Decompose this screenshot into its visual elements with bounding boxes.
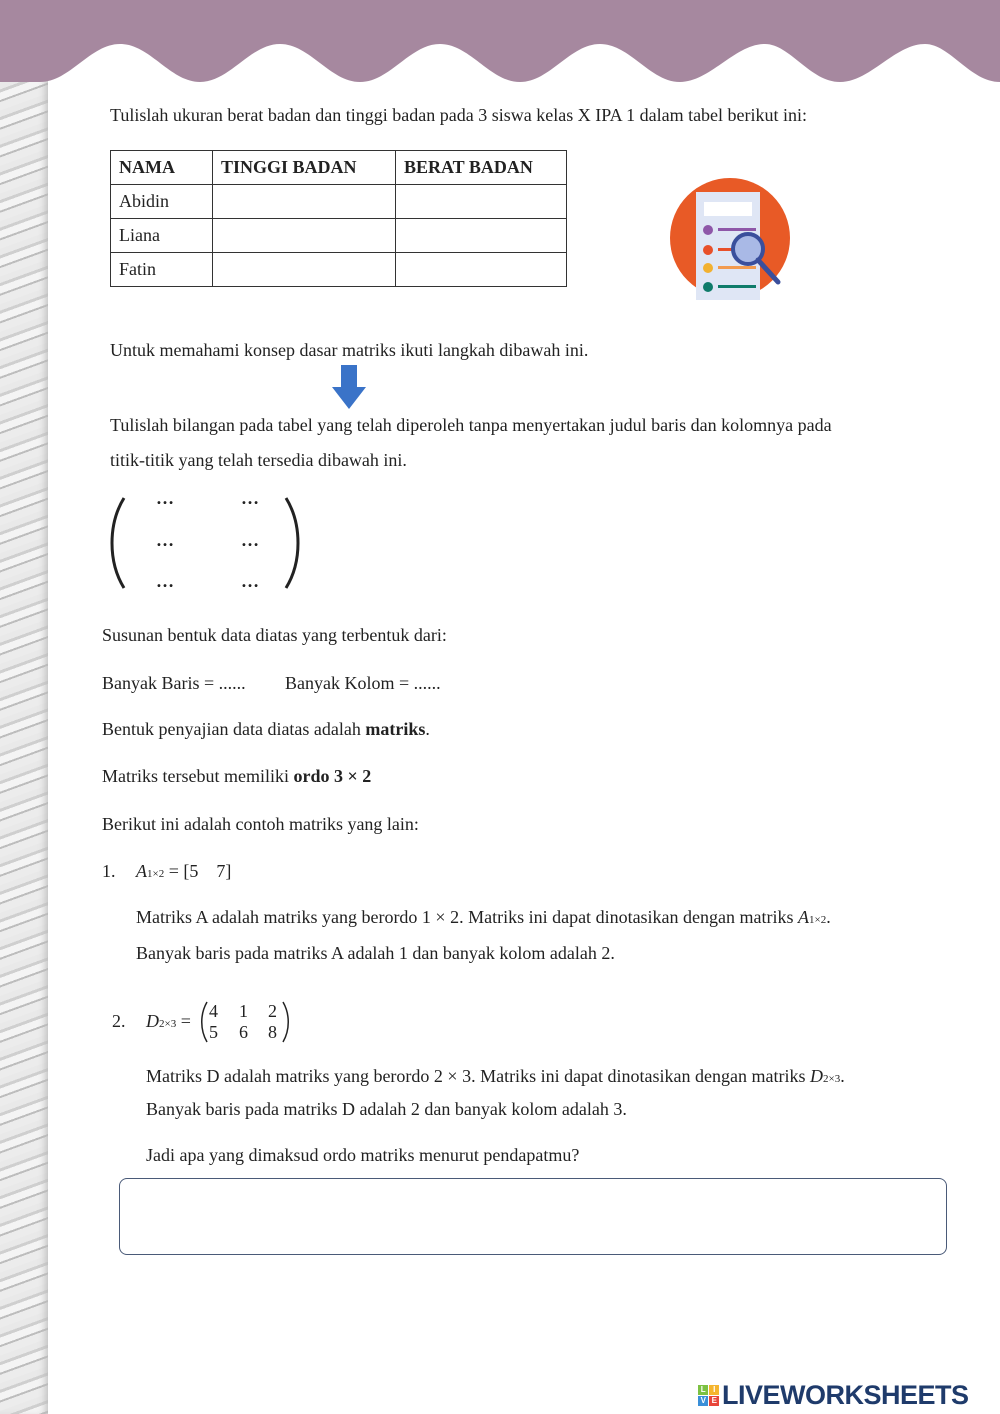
matrix-d-cell: 6 [239, 1022, 248, 1042]
table-row [111, 185, 567, 219]
step-text: Untuk memahami konsep dasar matriks ikuti langkah dibawah ini. [110, 340, 589, 360]
bentuk-pre: Bentuk penyajian data diatas adalah [102, 719, 366, 739]
example-1-number: 1. [102, 861, 116, 881]
example-1-equation [136, 860, 231, 885]
blank-matrix-brackets [108, 494, 304, 592]
logo-letter: L [698, 1385, 708, 1395]
header-tinggi: TINGGI BADAN [213, 151, 396, 185]
logo-letter: E [709, 1396, 719, 1406]
matrix-d-cell: 5 [209, 1022, 218, 1042]
matrix-d-cell: 1 [239, 1001, 248, 1021]
logo-text: LIVEWORKSHEETS [722, 1380, 969, 1410]
logo-letter: I [709, 1385, 719, 1395]
example-1-line-1: Matriks A adalah matriks yang berordo 1 × 2. Matriks ini dapat dinotasikan dengan matriks A1×2. [136, 907, 831, 927]
cell-tinggi-input[interactable] [213, 253, 396, 287]
ex1-sub: 1×2 [809, 914, 827, 926]
matrix-blank-cell[interactable]: … [156, 530, 175, 550]
cell-name: Abidin [111, 185, 213, 219]
rope-border-decoration [0, 0, 48, 1414]
cell-name: Fatin [111, 253, 213, 287]
question-text: Jadi apa yang dimaksud ordo matriks menurut pendapatmu? [146, 1145, 580, 1165]
cell-name: Liana [111, 219, 213, 253]
ex2-name: D [810, 1066, 824, 1086]
ex1-sub: 1×2 [147, 868, 165, 880]
example-1-line-2: Banyak baris pada matriks A adalah 1 dan banyak kolom adalah 2. [136, 943, 615, 963]
cell-berat-input[interactable] [396, 253, 567, 287]
ex2-eq: = [176, 1011, 196, 1031]
document-search-icon [668, 178, 792, 300]
matrix-blank-cell[interactable]: … [156, 488, 175, 508]
instruction-line-1: Tulislah bilangan pada tabel yang telah diperoleh tanpa menyertakan judul baris dan kolomnya pada [110, 415, 832, 435]
example-2-number: 2. [112, 1011, 126, 1031]
data-table [110, 150, 567, 287]
table-row [111, 219, 567, 253]
banyak-kolom-field[interactable]: Banyak Kolom = ...... [285, 673, 441, 693]
header-nama: NAMA [111, 151, 213, 185]
logo-letter: V [698, 1396, 708, 1406]
matrix-blank-cell[interactable]: … [156, 571, 175, 591]
example-2-line-2: Banyak baris pada matriks D adalah 2 dan banyak kolom adalah 3. [146, 1099, 627, 1119]
ex1-line1: Matriks A adalah matriks yang berordo 1 × 2. Matriks ini dapat dinotasikan dengan matriks [136, 907, 799, 927]
bentuk-text [102, 718, 430, 740]
ordo-bold: ordo 3 × 2 [293, 766, 372, 786]
contoh-text: Berikut ini adalah contoh matriks yang lain: [102, 814, 419, 834]
ex2-sub: 2×3 [159, 1018, 177, 1030]
ex1-name: A [798, 907, 810, 927]
ordo-text [102, 765, 371, 787]
ex1-eq: = [5 7] [164, 861, 232, 881]
liveworksheets-logo [698, 1380, 969, 1411]
banyak-baris-field[interactable]: Banyak Baris = ...... [102, 673, 246, 693]
wavy-header-band [0, 0, 1000, 90]
answer-textbox[interactable] [119, 1178, 947, 1255]
cell-berat-input[interactable] [396, 185, 567, 219]
arrow-down-icon [331, 365, 367, 410]
cell-berat-input[interactable] [396, 219, 567, 253]
ordo-pre: Matriks tersebut memiliki [102, 766, 294, 786]
matrix-blank-cell[interactable]: … [241, 571, 260, 591]
table-header-row [111, 151, 567, 185]
ex1-name: A [136, 861, 147, 881]
matrix-blank-cell[interactable]: … [241, 488, 260, 508]
bentuk-post: . [425, 719, 430, 739]
ex2-line1: Matriks D adalah matriks yang berordo 2 × 3. Matriks ini dapat dinotasikan dengan matriks [146, 1066, 811, 1086]
example-2-equation [146, 1010, 195, 1035]
ex2-name: D [146, 1011, 159, 1031]
matrix-d-cell: 2 [268, 1001, 277, 1021]
table-row [111, 253, 567, 287]
matrix-blank-cell[interactable]: … [241, 530, 260, 550]
cell-tinggi-input[interactable] [213, 219, 396, 253]
bentuk-bold: matriks [365, 719, 426, 739]
intro-text: Tulislah ukuran berat badan dan tinggi badan pada 3 siswa kelas X IPA 1 dalam tabel berikut ini: [110, 105, 808, 125]
matrix-d-cell: 4 [209, 1001, 218, 1021]
header-berat: BERAT BADAN [396, 151, 567, 185]
ex2-sub: 2×3 [823, 1073, 841, 1085]
cell-tinggi-input[interactable] [213, 185, 396, 219]
example-2-line-1: Matriks D adalah matriks yang berordo 2 × 3. Matriks ini dapat dinotasikan dengan matriks D2×3. [146, 1066, 845, 1086]
matrix-d-cell: 8 [268, 1022, 277, 1042]
susunan-text: Susunan bentuk data diatas yang terbentuk dari: [102, 625, 447, 645]
instruction-line-2: titik-titik yang telah tersedia dibawah ini. [110, 450, 407, 470]
logo-blocks-icon [698, 1385, 719, 1406]
